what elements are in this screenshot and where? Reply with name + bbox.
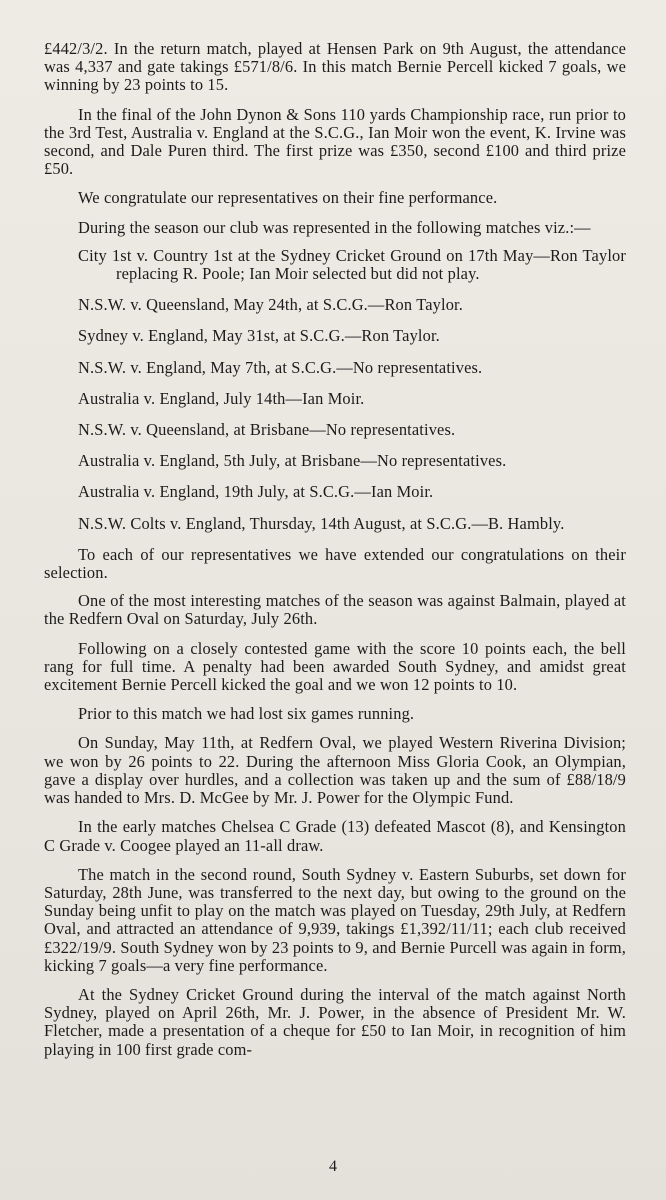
paragraph-congratulations: We congratulate our representatives on their fine performance. [78,188,498,208]
paragraph-early-matches: In the early matches Chelsea C Grade (13) defeated Mascot (8), and Kensington C Grade v. Coogee played an 11-all draw. [44,817,626,855]
paragraph-return-match: £442/3/2. In the return match, played at Hensen Park on 9th August, the attendance was 4,337 and gate takings £571/8/6. In this match Bernie Percell kicked 7 goals, we winning by 23 points to 15. [44,39,626,95]
paragraph-presentation: At the Sydney Cricket Ground during the interval of the match against North Sydney, played on April 26th, Mr. J. Power, in the absence of President Mr. W. Fletcher, made a presentation of a cheque for £50 to Ian Moir, in recognition of him playing in 100 first grade com- [44,984,626,1059]
paragraph-penalty-goal: Following on a closely contested game with the score 10 points each, the bell rang for full time. A penalty had been awarded South Sydney, and amidst great excitement Bernie Percell kicked the goal and we won 12 points to 10. [44,638,626,695]
representative-matches-list [44,247,626,533]
page-number: 4 [329,1158,337,1175]
list-item: N.S.W. v. England, May 7th, at S.C.G.—No representatives. [78,357,483,377]
paragraph-riverina-match: On Sunday, May 11th, at Redfern Oval, we played Western Riverina Division; we won by 26 points to 22. During the afternoon Miss Gloria Cook, an Olympian, gave a display over hurdles, and a collection was taken up and the sum of £88/18/9 was handed to Mrs. D. McGee by Mr. J. Power for the Olympic Fund. [44,733,626,808]
list-item: N.S.W. v. Queensland, at Brisbane—No representatives. [78,420,456,440]
list-item: N.S.W. v. Queensland, May 24th, at S.C.G.—Ron Taylor. [78,295,463,315]
paragraph-balmain-match: One of the most interesting matches of the season was against Balmain, played at the Redfern Oval on Saturday, July 26th. [44,591,626,629]
list-item: Sydney v. England, May 31st, at S.C.G.—Ron Taylor. [78,326,440,346]
paragraph-representatives-congratulated: To each of our representatives we have extended our congratulations on their selection. [44,544,626,583]
list-item: Australia v. England, 5th July, at Brisbane—No representatives. [78,451,507,471]
paragraph-dynon-championship: In the final of the John Dynon & Sons 110 yards Championship race, run prior to the 3rd Test, Australia v. England at the S.C.G., Ian Moir won the event, K. Irvine was second, and Dale Puren third. The first prize was £350, second £100 and third prize £50. [44,104,626,179]
list-item: Australia v. England, July 14th—Ian Moir. [78,388,365,408]
paragraph-lost-six: Prior to this match we had lost six games running. [78,704,415,724]
list-item: City 1st v. Country 1st at the Sydney Cricket Ground on 17th May—Ron Taylor replacing R. Poole; Ian Moir selected but did not play. [78,245,626,284]
list-item: N.S.W. Colts v. England, Thursday, 14th August, at S.C.G.—B. Hambly. [78,513,565,533]
paragraph-eastern-suburbs-match: The match in the second round, South Sydney v. Eastern Suburbs, set down for Saturday, 28th June, was transferred to the next day, but owing to the ground on the Sunday being unfit to play on the match was played on Tuesday, 29th July, at Redfern Oval, and attracted an attendance of 9,939, takings £1,392/11/11; each club received £322/19/9. South Sydney won by 23 points to 9, and Bernie Purcell was again in form, kicking 7 goals—a very fine performance. [44,864,626,975]
paragraph-represented-intro: During the season our club was represented in the following matches viz.:— [78,217,591,237]
list-item: Australia v. England, 19th July, at S.C.G.—Ian Moir. [78,482,434,502]
